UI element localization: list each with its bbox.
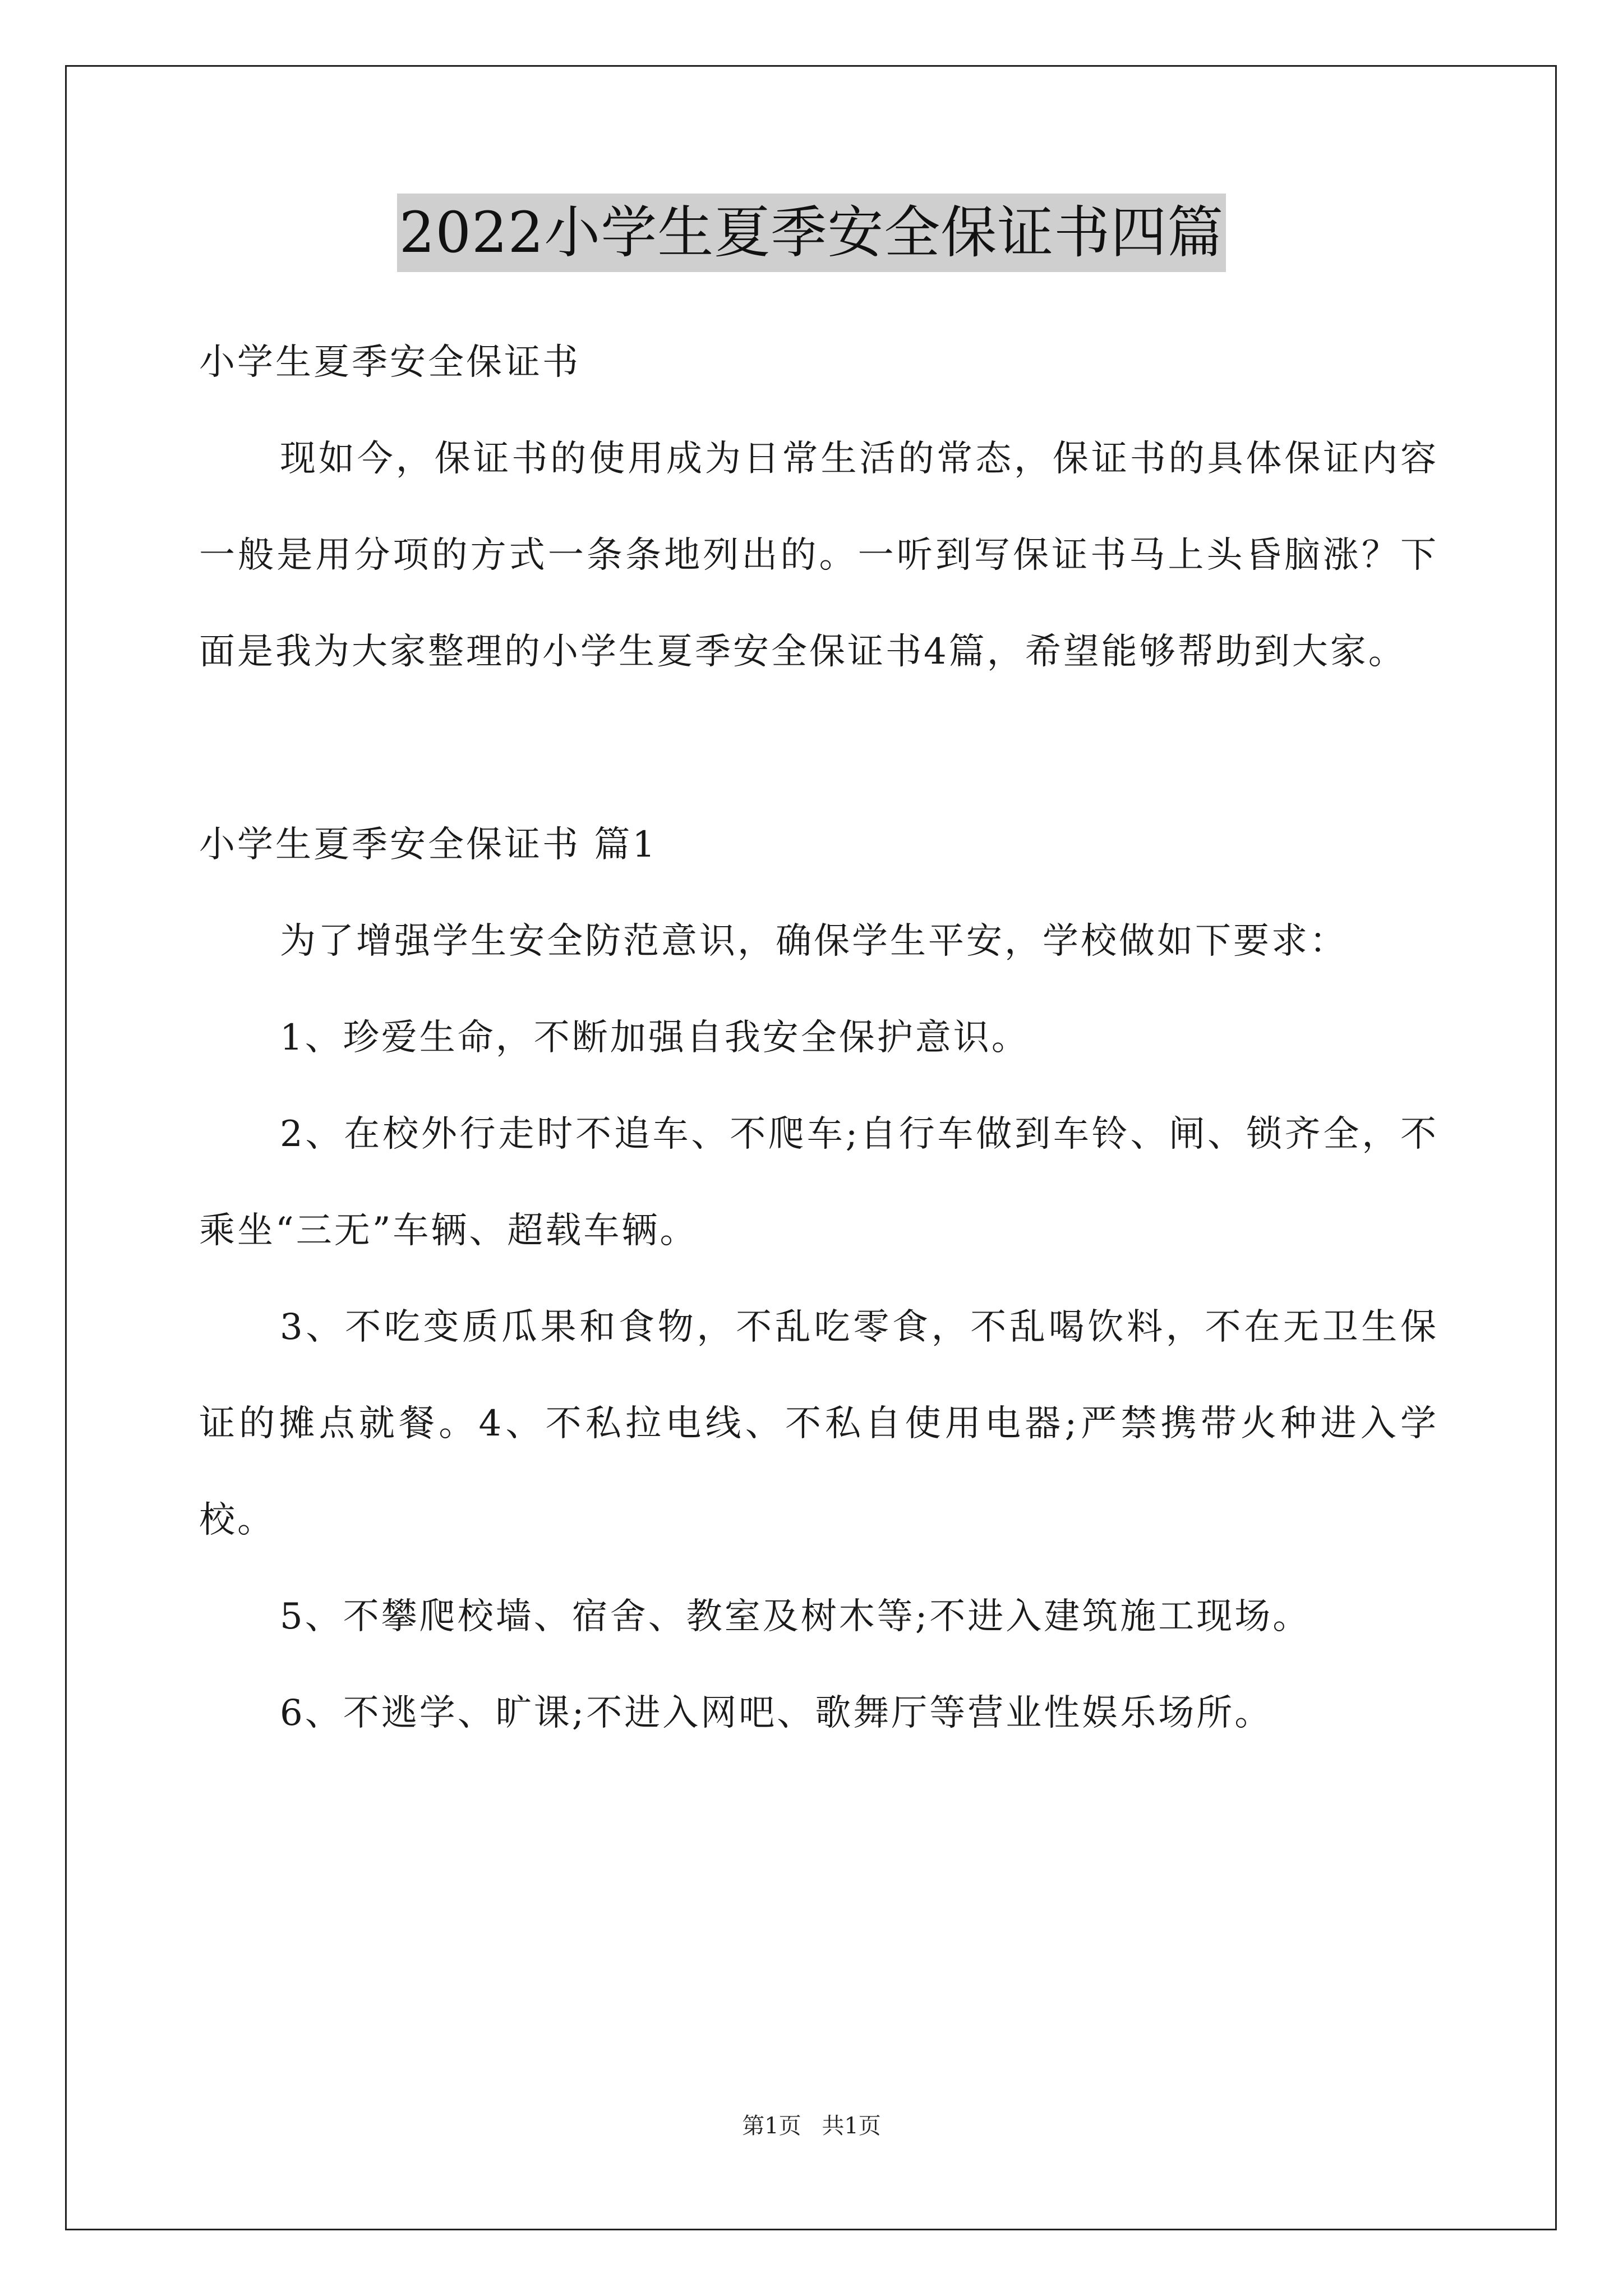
page-total: 共1页 [822, 2113, 881, 2139]
section1-heading: 小学生夏季安全保证书 篇1 [199, 824, 658, 866]
page-number: 第1页 [742, 2113, 801, 2139]
page-footer [0, 2109, 1623, 2143]
section1-item: 3、不吃变质瓜果和食物，不乱吃零食，不乱喝饮料，不在无卫生保证的摊点就餐。4、不私拉电线、不私自使用电器;严禁携带火种进入学校。 [199, 1306, 1438, 1541]
section1-item: 2、在校外行走时不追车、不爬车;自行车做到车铃、闸、锁齐全，不乘坐“三无”车辆、超载车辆。 [199, 1114, 1438, 1251]
section1-paragraph: 为了增强学生安全防范意识，确保学生平安，学校做如下要求： [280, 921, 1348, 962]
title-container [0, 194, 1623, 272]
intro-heading: 小学生夏季安全保证书 [199, 342, 580, 383]
intro-paragraph: 现如今，保证书的使用成为日常生活的常态，保证书的具体保证内容一般是用分项的方式一条条地列出的。一听到写保证书马上头昏脑涨？下面是我为大家整理的小学生夏季安全保证书4篇，希望能够帮助到大家。 [199, 438, 1438, 673]
section1-item: 1、珍爱生命，不断加强自我安全保护意识。 [280, 1017, 1030, 1059]
section1-item: 6、不逃学、旷课;不进入网吧、歌舞厅等营业性娱乐场所。 [280, 1692, 1273, 1734]
document-title: 2022小学生夏季安全保证书四篇 [397, 194, 1227, 272]
section-gap [199, 700, 1438, 797]
section1-item: 5、不攀爬校墙、宿舍、教室及树木等;不进入建筑施工现场。 [280, 1596, 1311, 1637]
document-body [199, 314, 1438, 1761]
